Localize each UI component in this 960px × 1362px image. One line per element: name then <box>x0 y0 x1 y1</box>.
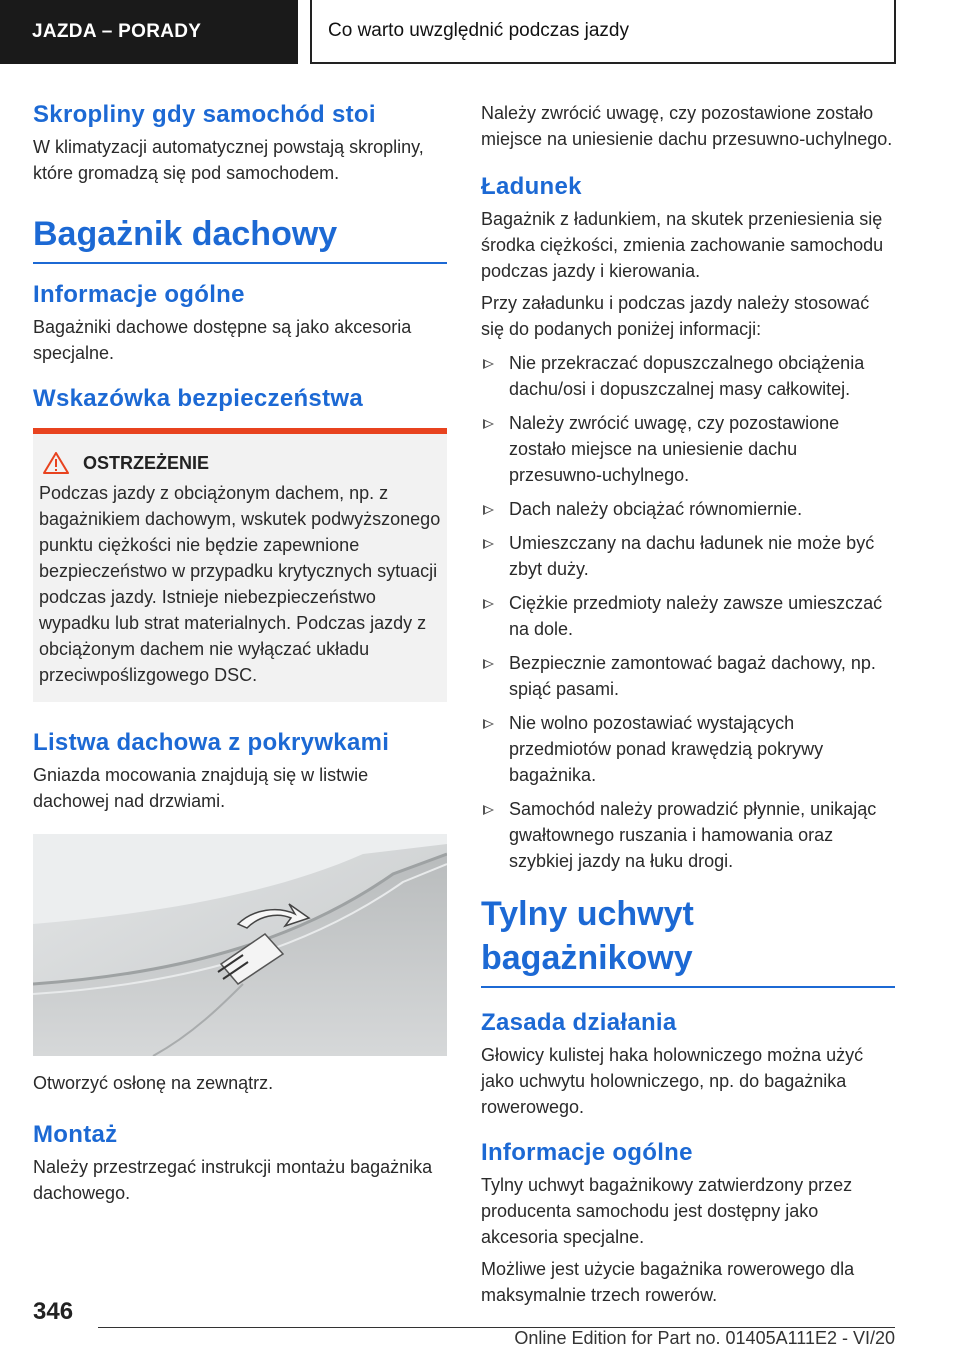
page-header <box>0 0 960 66</box>
general2-text-1: Tylny uchwyt bagażnikowy zatwierdzony przez producenta samochodu jest dostępny jako akcesoria specjalne. <box>481 1175 853 1247</box>
page-number: 346 <box>33 1298 74 1325</box>
warning-label: OSTRZEŻENIE <box>83 452 210 473</box>
principle-text: Głowicy kulistej haka holowniczego można użyć jako uchwytu holowniczego, np. do bagażnika rowerowego. <box>481 1045 864 1117</box>
general-text: Bagażniki dachowe dostępne są jako akcesoria specjalne. <box>33 317 412 363</box>
safety-heading: Wskazówka bezpieczeństwa <box>33 385 363 412</box>
triangle-bullet-icon <box>483 805 494 815</box>
triangle-bullet-icon <box>483 419 494 429</box>
hitch-heading: Tylny uchwyt bagażnikowy <box>481 892 895 988</box>
load-heading: Ładunek <box>481 173 582 200</box>
triangle-bullet-icon <box>483 599 494 609</box>
strip-text: Gniazda mocowania znajdują się w listwie dachowej nad drzwiami. <box>33 765 369 811</box>
condensate-text: W klimatyzacji automatycznej powstają skropliny, które gromadzą się pod samochodem. <box>33 137 424 183</box>
strip-heading: Listwa dachowa z pokrywkami <box>33 729 390 756</box>
list-item <box>481 530 895 582</box>
right-column <box>481 100 895 1308</box>
condensate-heading: Skropliny gdy samochód stoi <box>33 101 376 128</box>
warning-text: Podczas jazdy z obciążonym dachem, np. z bagażnikiem dachowym, wskutek podwyższonego punktu ciężkości nie będzie zapewnione bezpieczeństwo w przypadku krytycznych sytuacji podczas jazdy. Istnieje niebezpieczeństwo wypadku lub strat materialnych. Podczas jazdy z obciążonym dachem nie wyłączać układu przeciwpoślizgowego DSC. <box>39 483 441 685</box>
roofrack-heading: Bagażnik dachowy <box>33 212 447 264</box>
section-tab: JAZDA – PORADY <box>0 0 298 64</box>
general-heading: Informacje ogólne <box>33 281 245 308</box>
list-item <box>481 590 895 642</box>
load-text-2: Przy załadunku i podczas jazdy należy stosować się do podanych poniżej informacji: <box>481 293 870 339</box>
roof-strip-illustration <box>33 834 447 1056</box>
edition-text: Online Edition for Part no. 01405A111E2 - VI/20 <box>514 1328 895 1348</box>
mount-text: Należy przestrzegać instrukcji montażu bagażnika dachowego. <box>33 1157 433 1203</box>
warning-triangle-icon <box>43 452 69 474</box>
chapter-title: Co warto uwzględnić podczas jazdy <box>310 0 896 64</box>
list-item-text: Należy zwrócić uwagę, czy pozostawione zostało miejsce na uniesienie dachu przesuwno-uchylnego. <box>509 413 840 485</box>
list-item <box>481 496 895 522</box>
triangle-bullet-icon <box>483 539 494 549</box>
load-bullet-list <box>481 350 895 874</box>
triangle-bullet-icon <box>483 659 494 669</box>
list-item-text: Dach należy obciążać równomiernie. <box>509 499 803 519</box>
triangle-bullet-icon <box>483 719 494 729</box>
list-item-text: Nie przekraczać dopuszczalnego obciążenia dachu/osi i dopuszczalnej masy całkowitej. <box>509 353 865 399</box>
principle-heading: Zasada działania <box>481 1009 677 1036</box>
triangle-bullet-icon <box>483 505 494 515</box>
list-item <box>481 710 895 788</box>
mount-heading: Montaż <box>33 1121 118 1148</box>
load-text-1: Bagażnik z ładunkiem, na skutek przeniesienia się środka ciężkości, zmienia zachowanie samochodu podczas jazdy i kierowania. <box>481 209 884 281</box>
photo-caption: Otworzyć osłonę na zewnątrz. <box>33 1073 274 1093</box>
list-item-text: Umieszczany na dachu ładunek nie może być zbyt duży. <box>509 533 875 579</box>
list-item <box>481 350 895 402</box>
warning-box <box>33 428 447 702</box>
warning-header <box>39 452 441 474</box>
list-item-text: Ciężkie przedmioty należy zawsze umieszczać na dole. <box>509 593 883 639</box>
left-column <box>33 100 447 1206</box>
list-item-text: Nie wolno pozostawiać wystających przedmiotów ponad krawędzią pokrywy bagażnika. <box>509 713 824 785</box>
triangle-bullet-icon <box>483 359 494 369</box>
general2-text-2: Możliwe jest użycie bagażnika rowerowego dla maksymalnie trzech rowerów. <box>481 1259 855 1305</box>
list-item-text: Bezpiecznie zamontować bagaż dachowy, np. spiąć pasami. <box>509 653 876 699</box>
list-item <box>481 410 895 488</box>
roof-strip-photo <box>33 834 447 1056</box>
general2-heading: Informacje ogólne <box>481 1139 693 1166</box>
intro-text: Należy zwrócić uwagę, czy pozostawione zostało miejsce na uniesienie dachu przesuwno-uchylnego. <box>481 103 893 149</box>
list-item-text: Samochód należy prowadzić płynnie, unikając gwałtownego ruszania i hamowania oraz szybkiej jazdy na łuku drogi. <box>509 799 877 871</box>
list-item <box>481 650 895 702</box>
page-footer <box>0 1296 960 1356</box>
list-item <box>481 796 895 874</box>
